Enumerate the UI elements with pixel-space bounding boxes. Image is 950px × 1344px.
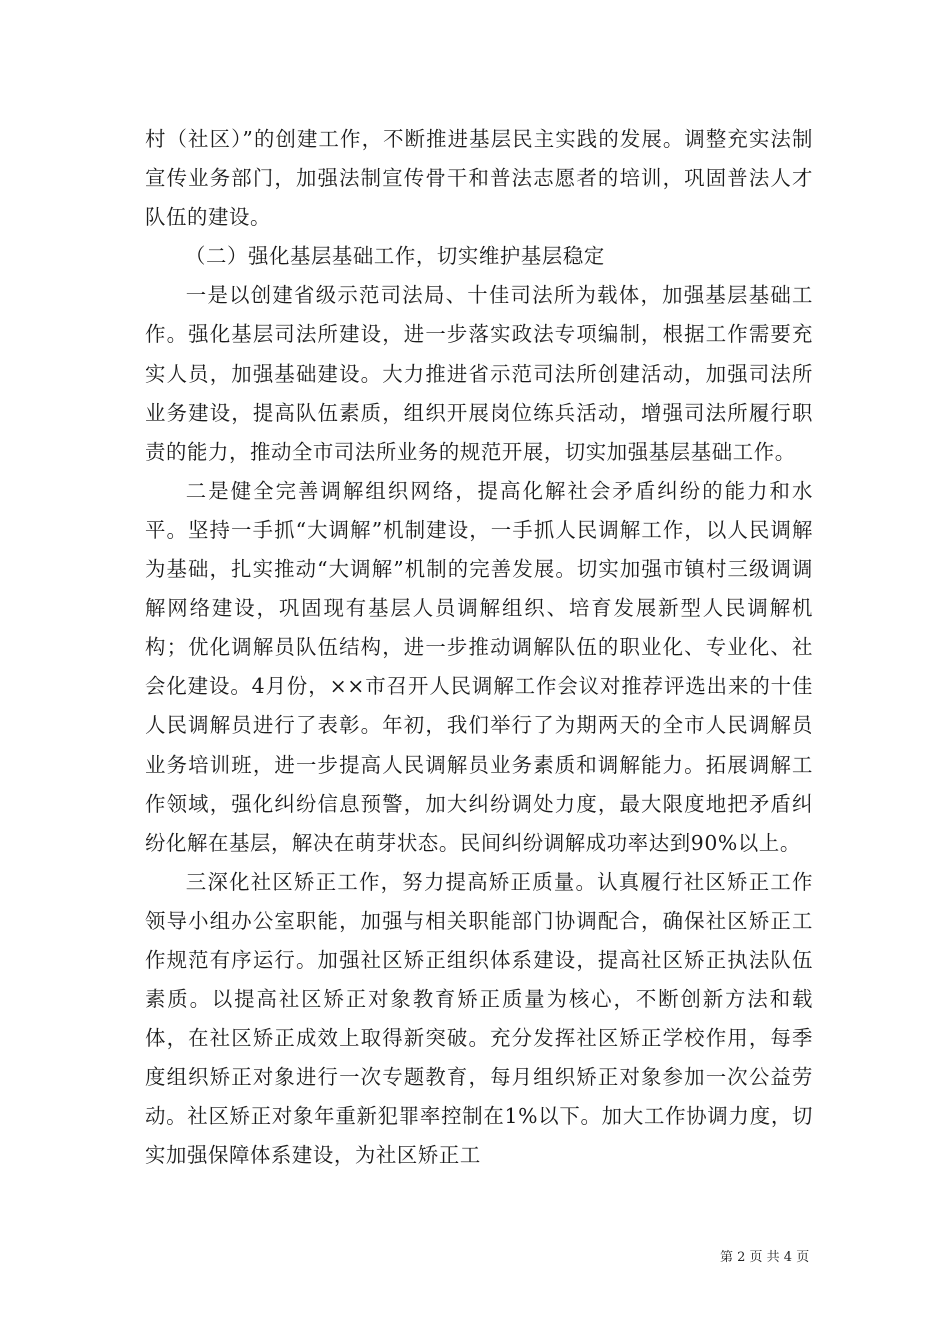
section-heading: （二）强化基层基础工作，切实维护基层稳定 [185, 244, 605, 269]
page-number: 第 2 页 共 4 页 [720, 1250, 810, 1265]
document-body [145, 120, 813, 1176]
paragraph-two: 二是健全完善调解组织网络，提高化解社会矛盾纠纷的能力和水平。坚持一手抓“大调解”机制建设，一手抓人民调解工作，以人民调解为基础，扎实推动“大调解”机制的完善发展。切实加强市镇村三级调调解网络建设，巩固现有基层人员调解组织、培育发展新型人民调解机构；优化调解员队伍结构，进一步推动调解队伍的职业化、专业化、社会化建设。4月份，××市召开人民调解工作会议对推荐评选出来的十佳人民调解员进行了表彰。年初，我们举行了为期两天的全市人民调解员业务培训班，进一步提高人民调解员业务素质和调解能力。拓展调解工作领域，强化纠纷信息预警，加大纠纷调处力度，最大限度地把矛盾纠纷化解在基层，解决在萌芽状态。民间纠纷调解成功率达到90%以上。 [145, 478, 813, 855]
paragraph-one: 一是以创建省级示范司法局、十佳司法所为载体，加强基层基础工作。强化基层司法所建设，进一步落实政法专项编制，根据工作需要充实人员，加强基础建设。大力推进省示范司法所创建活动，加强司法所业务建设，提高队伍素质，组织开展岗位练兵活动，增强司法所履行职责的能力，推动全市司法所业务的规范开展，切实加强基层基础工作。 [145, 283, 813, 464]
paragraph-continuation: 村（社区）”的创建工作，不断推进基层民主实践的发展。调整充实法制宣传业务部门，加强法制宣传骨干和普法志愿者的培训，巩固普法人才队伍的建设。 [145, 127, 813, 230]
paragraph-three: 三深化社区矫正工作，努力提高矫正质量。认真履行社区矫正工作领导小组办公室职能，加强与相关职能部门协调配合，确保社区矫正工作规范有序运行。加强社区矫正组织体系建设，提高社区矫正执法队伍素质。以提高社区矫正对象教育矫正质量为核心，不断创新方法和载体，在社区矫正成效上取得新突破。充分发挥社区矫正学校作用，每季度组织矫正对象进行一次专题教育，每月组织矫正对象参加一次公益劳动。社区矫正对象年重新犯罪率控制在1%以下。加大工作协调力度，切实加强保障体系建设，为社区矫正工 [145, 869, 813, 1168]
